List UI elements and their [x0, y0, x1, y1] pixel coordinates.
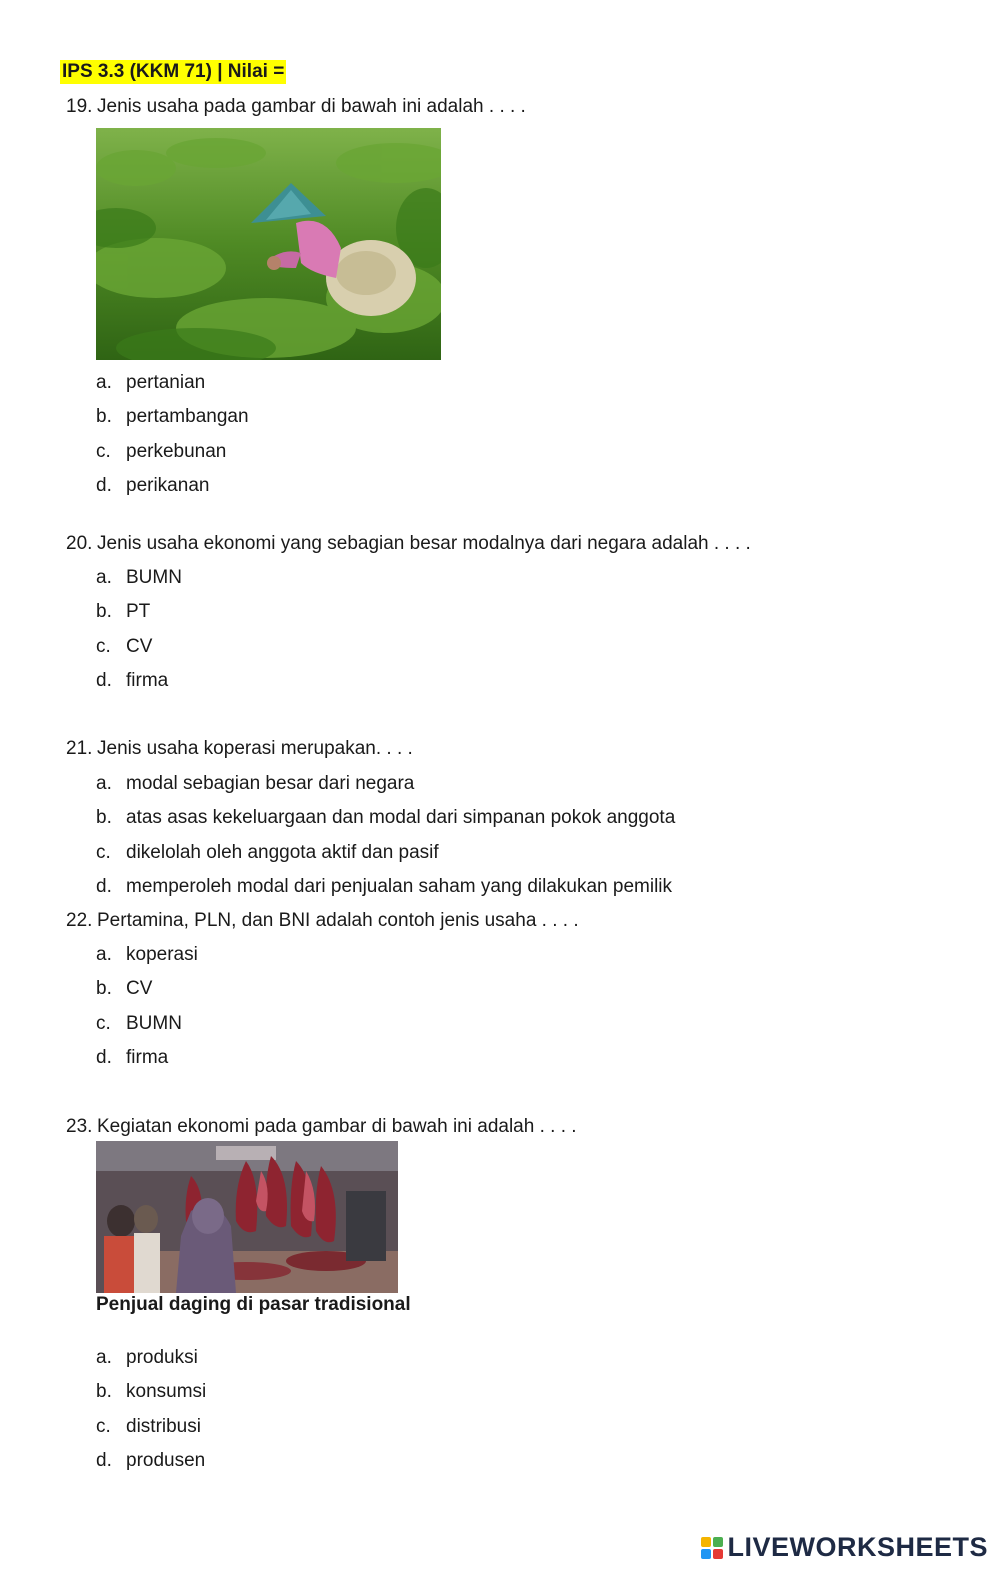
option-text: modal sebagian besar dari negara	[126, 773, 415, 794]
meat-market-image	[96, 1141, 398, 1293]
option-letter: b.	[96, 601, 112, 622]
option-text: CV	[126, 636, 153, 657]
option-letter: c.	[96, 441, 111, 462]
option-20b[interactable]	[96, 600, 150, 624]
question-number: 23.	[66, 1116, 93, 1137]
option-text: atas asas kekeluargaan dan modal dari simpanan pokok anggota	[126, 807, 676, 828]
option-text: perikanan	[126, 475, 210, 496]
option-letter: c.	[96, 1416, 111, 1437]
option-19a[interactable]	[96, 371, 205, 395]
option-21d[interactable]	[96, 875, 672, 899]
option-text: BUMN	[126, 1013, 182, 1034]
question-text: Jenis usaha pada gambar di bawah ini adalah . . . .	[97, 96, 526, 117]
question-23	[66, 1115, 577, 1139]
option-letter: c.	[96, 842, 111, 863]
option-letter: c.	[96, 1013, 111, 1034]
option-letter: a.	[96, 1347, 112, 1368]
tea-plantation-image	[96, 128, 441, 360]
option-text: firma	[126, 1047, 169, 1068]
image-caption: Penjual daging di pasar tradisional	[96, 1294, 411, 1315]
option-letter: b.	[96, 807, 112, 828]
option-23a[interactable]	[96, 1346, 198, 1370]
option-23c[interactable]	[96, 1415, 201, 1439]
option-text: firma	[126, 670, 169, 691]
question-text: Kegiatan ekonomi pada gambar di bawah ini adalah . . . .	[97, 1116, 577, 1137]
option-letter: a.	[96, 944, 112, 965]
option-22b[interactable]	[96, 977, 152, 1001]
option-text: pertambangan	[126, 406, 249, 427]
option-text: produsen	[126, 1450, 206, 1471]
option-20c[interactable]	[96, 635, 152, 659]
option-text: distribusi	[126, 1416, 201, 1437]
liveworksheets-logo[interactable]	[701, 1532, 988, 1563]
question-number: 22.	[66, 910, 93, 931]
option-text: PT	[126, 601, 151, 622]
option-text: konsumsi	[126, 1381, 207, 1402]
option-23d[interactable]	[96, 1449, 205, 1473]
question-20	[66, 532, 751, 556]
option-letter: d.	[96, 1450, 112, 1471]
option-letter: b.	[96, 406, 112, 427]
option-text: produksi	[126, 1347, 198, 1368]
option-text: CV	[126, 978, 153, 999]
option-letter: a.	[96, 372, 112, 393]
option-19b[interactable]	[96, 405, 249, 429]
question-22	[66, 909, 579, 933]
option-letter: d.	[96, 670, 112, 691]
option-22c[interactable]	[96, 1012, 182, 1036]
option-letter: a.	[96, 567, 112, 588]
option-text: pertanian	[126, 372, 206, 393]
option-19d[interactable]	[96, 474, 209, 498]
option-21c[interactable]	[96, 841, 439, 865]
option-22d[interactable]	[96, 1046, 168, 1070]
option-text: koperasi	[126, 944, 198, 965]
brand-name: LIVEWORKSHEETS	[727, 1532, 988, 1562]
option-21a[interactable]	[96, 772, 414, 796]
option-20d[interactable]	[96, 669, 168, 693]
option-text: memperoleh modal dari penjualan saham yang dilakukan pemilik	[126, 876, 673, 897]
option-23b[interactable]	[96, 1380, 206, 1404]
question-21	[66, 737, 413, 761]
option-letter: b.	[96, 978, 112, 999]
question-text: Pertamina, PLN, dan BNI adalah contoh jenis usaha . . . .	[97, 910, 579, 931]
worksheet-title: IPS 3.3 (KKM 71) | Nilai =	[62, 61, 285, 82]
meat-market-illustration	[96, 1141, 398, 1293]
option-text: perkebunan	[126, 441, 227, 462]
option-text: BUMN	[126, 567, 182, 588]
option-letter: d.	[96, 876, 112, 897]
option-letter: c.	[96, 636, 111, 657]
logo-grid-icon	[701, 1537, 723, 1559]
question-number: 19.	[66, 96, 93, 117]
option-20a[interactable]	[96, 566, 182, 590]
option-19c[interactable]	[96, 440, 226, 464]
tea-plantation-illustration	[96, 128, 441, 360]
question-number: 20.	[66, 533, 93, 554]
option-letter: b.	[96, 1381, 112, 1402]
question-number: 21.	[66, 738, 93, 759]
option-21b[interactable]	[96, 806, 675, 830]
option-text: dikelolah oleh anggota aktif dan pasif	[126, 842, 439, 863]
option-letter: d.	[96, 475, 112, 496]
option-letter: a.	[96, 773, 112, 794]
question-19	[66, 95, 526, 119]
question-text: Jenis usaha koperasi merupakan. . . .	[97, 738, 413, 759]
option-22a[interactable]	[96, 943, 198, 967]
question-text: Jenis usaha ekonomi yang sebagian besar modalnya dari negara adalah . . . .	[97, 533, 751, 554]
option-letter: d.	[96, 1047, 112, 1068]
